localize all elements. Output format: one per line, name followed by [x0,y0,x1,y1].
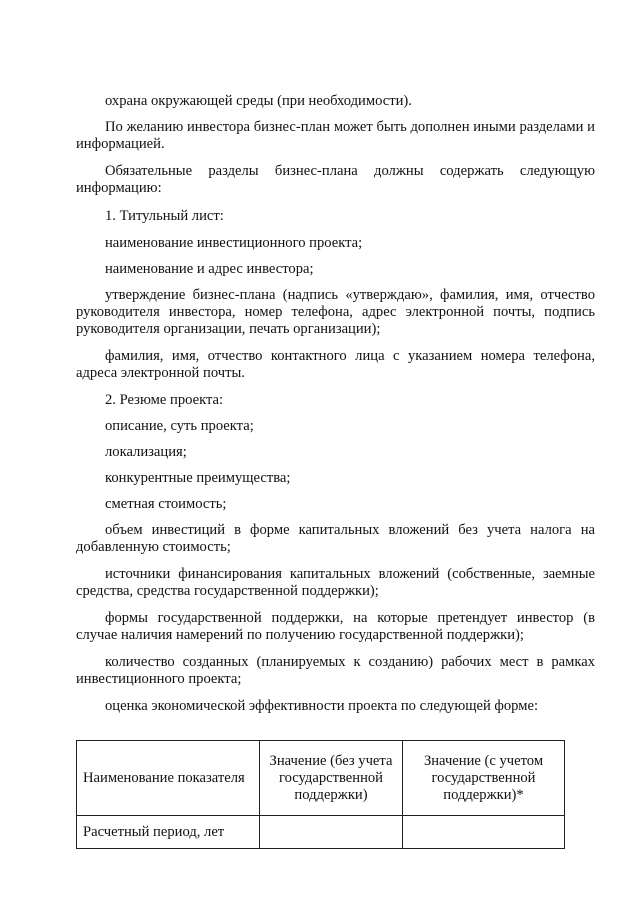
paragraph-environment: охрана окружающей среды (при необходимости). [105,93,412,109]
list-item-contact-person: фамилия, имя, отчество контактного лица с указанием номера телефона, адреса электронной почты. [76,348,595,381]
table-header-row [77,741,565,816]
table-cell [403,816,565,849]
table-header-indicator: Наименование показателя [77,741,260,816]
list-item-estimated-cost: сметная стоимость; [105,496,227,512]
table-header-with-support: Значение (с учетом государственной поддержки)* [403,741,565,816]
list-item-description: описание, суть проекта; [105,418,254,434]
table-header-without-support: Значение (без учета государственной поддержки) [260,741,403,816]
list-item-advantages: конкурентные преимущества; [105,470,291,486]
list-item-support-forms: формы государственной поддержки, на которые претендует инвестор (в случае наличия намерений по получению государственной поддержки); [76,610,595,643]
list-item-jobs: количество созданных (планируемых к созданию) рабочих мест в рамках инвестиционного проекта; [76,654,595,687]
list-item-project-name: наименование инвестиционного проекта; [105,235,363,251]
section-heading-summary: 2. Резюме проекта: [105,392,224,408]
paragraph-optional-sections: По желанию инвестора бизнес-план может быть дополнен иными разделами и информацией. [76,119,595,152]
list-item-investment-volume: объем инвестиций в форме капитальных вложений без учета налога на добавленную стоимость; [76,522,595,555]
table-row [77,816,565,849]
table-cell: Расчетный период, лет [77,816,260,849]
list-item-investor-name: наименование и адрес инвестора; [105,261,314,277]
paragraph-required-sections: Обязательные разделы бизнес-плана должны содержать следующую информацию: [76,163,595,196]
table-cell [260,816,403,849]
efficiency-table [76,740,565,849]
list-item-financing-sources: источники финансирования капитальных вложений (собственные, заемные средства, средства государственной поддержки); [76,566,595,599]
section-heading-title-page: 1. Титульный лист: [105,208,224,224]
list-item-localization: локализация; [105,444,187,460]
list-item-approval: утверждение бизнес-плана (надпись «утверждаю», фамилия, имя, отчество руководителя инвестора, номер телефона, адрес электронной почты, подпись руководителя организации, печать организации); [76,287,595,337]
list-item-efficiency-form: оценка экономической эффективности проекта по следующей форме: [105,698,539,714]
